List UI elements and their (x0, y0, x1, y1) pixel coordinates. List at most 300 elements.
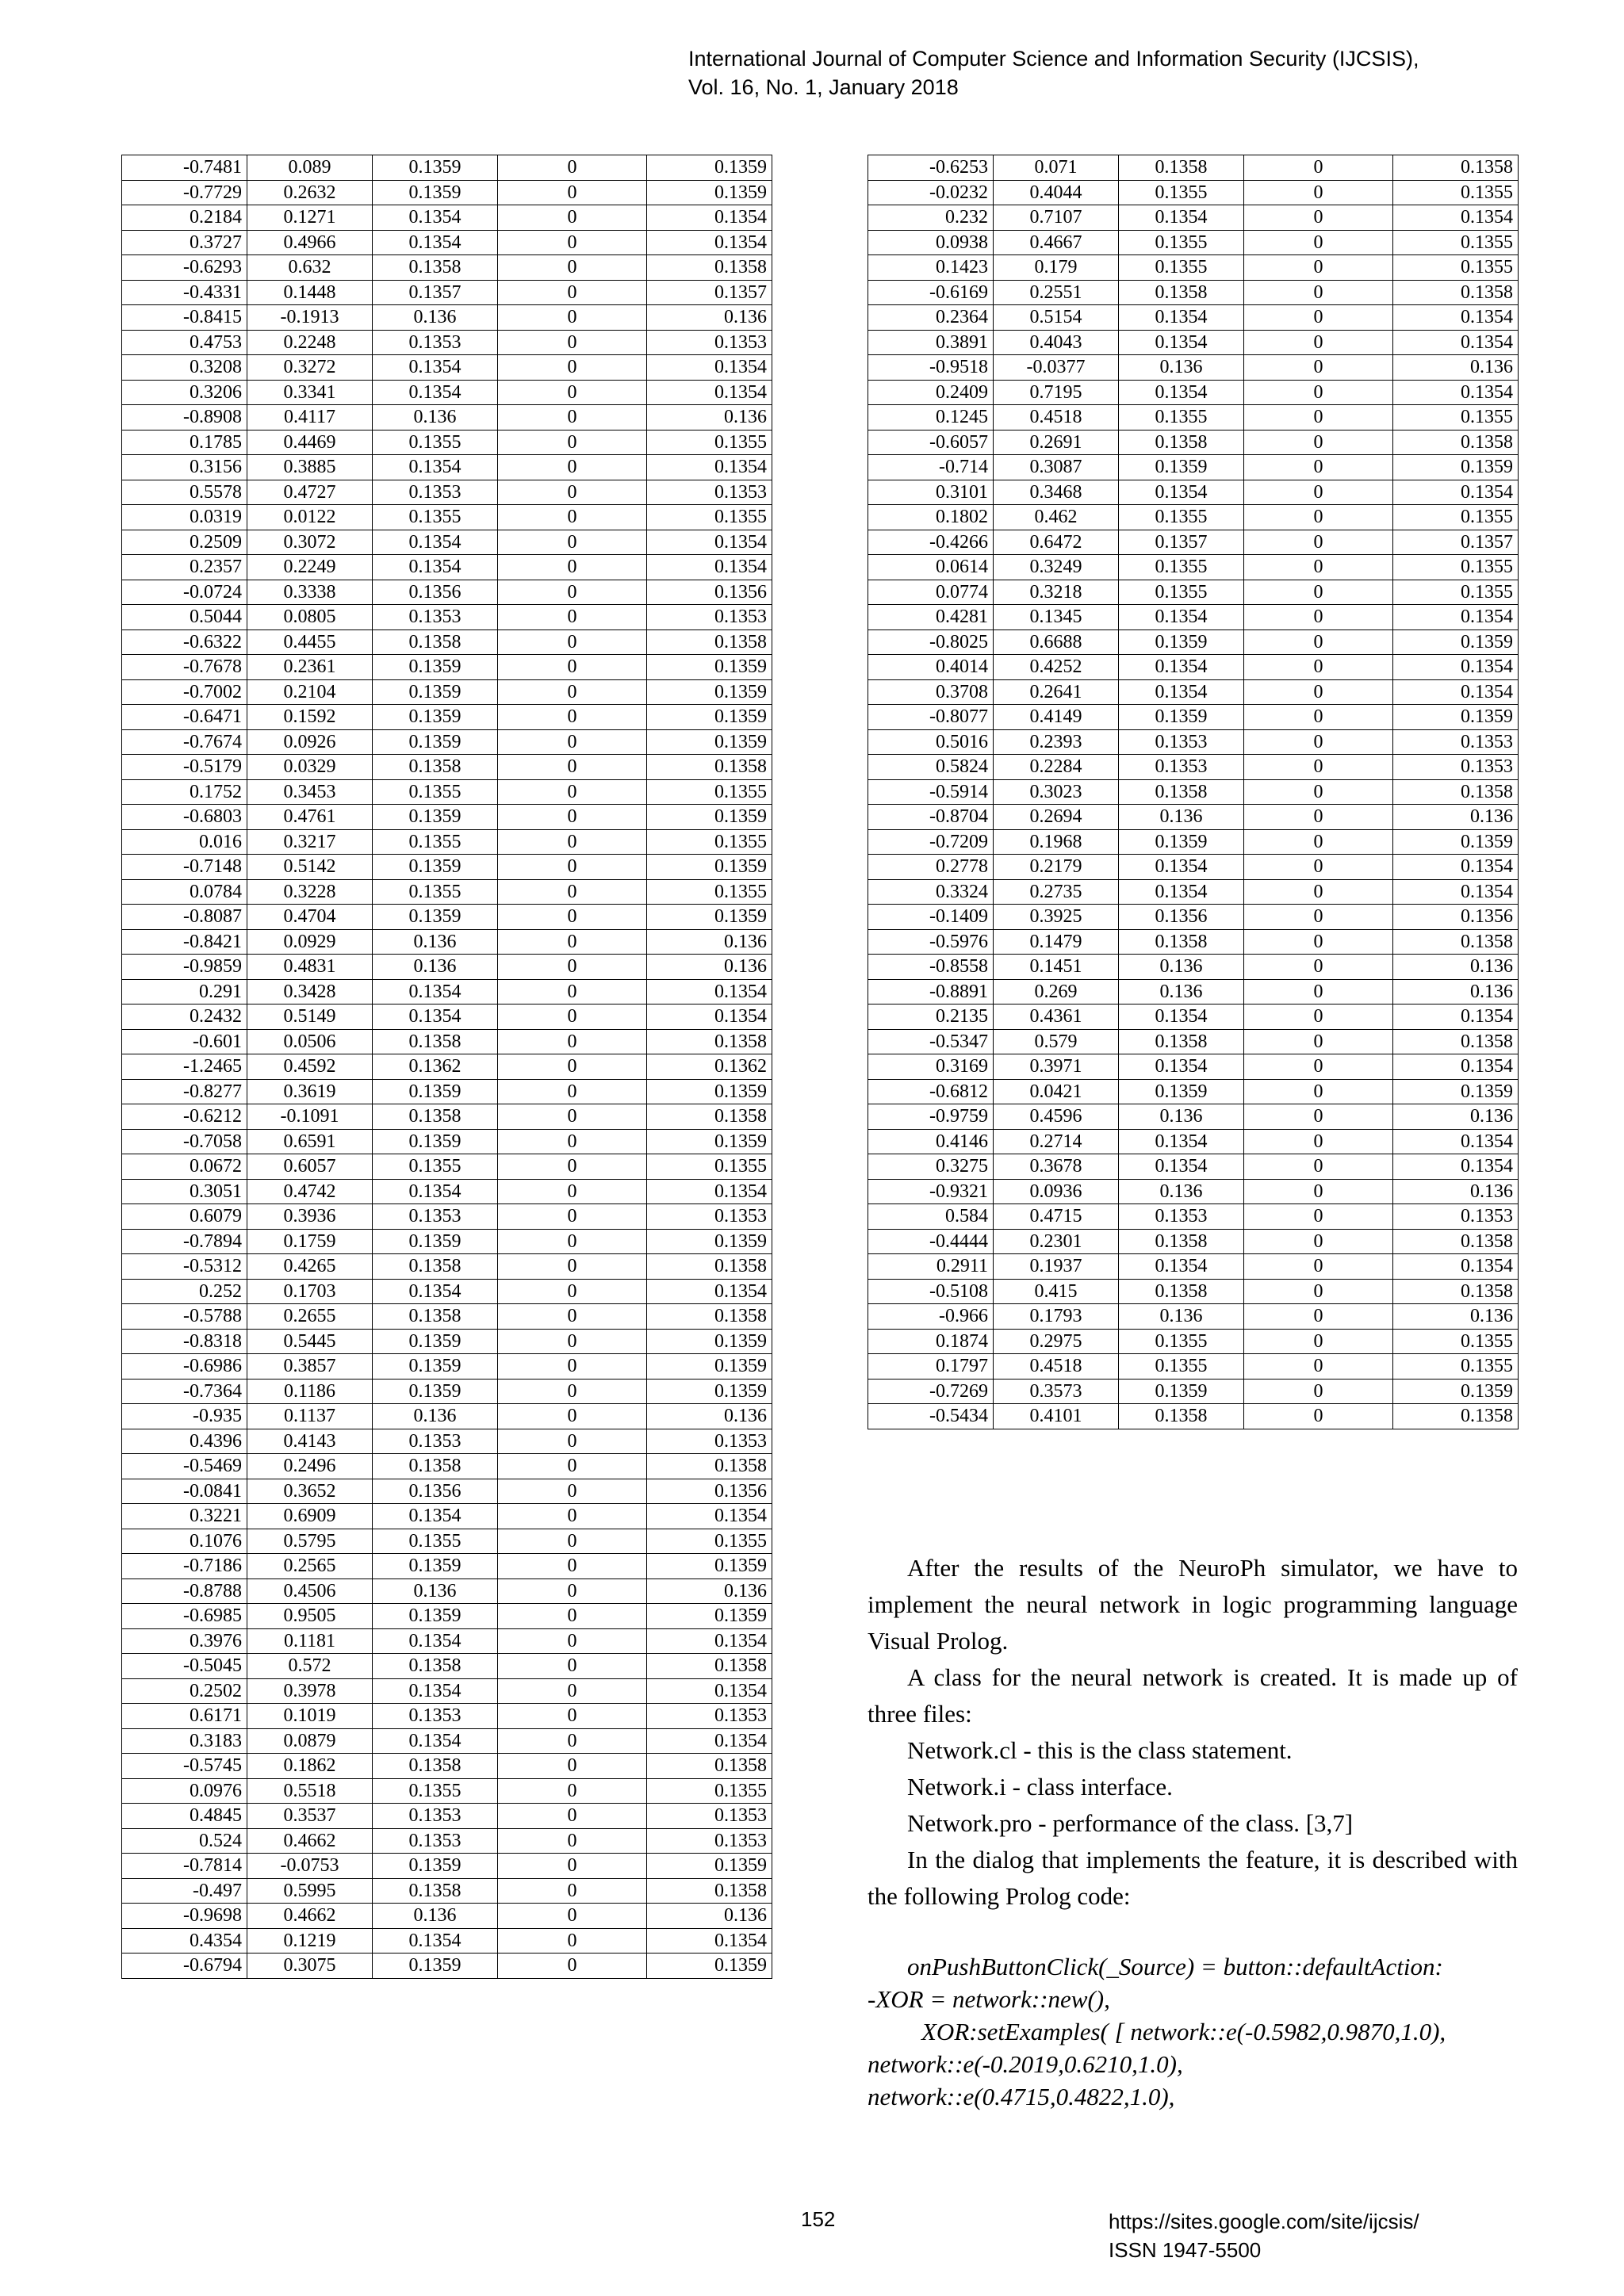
table-cell: 0.1356 (647, 1479, 772, 1504)
table-cell: 0.1358 (647, 1754, 772, 1779)
table-cell: 0.3652 (247, 1479, 373, 1504)
table-cell: 0 (498, 1254, 647, 1280)
table-row (868, 1254, 1519, 1280)
table-cell: 0.1354 (647, 1628, 772, 1654)
table-row (122, 629, 772, 655)
table-cell: 0.1358 (1119, 155, 1244, 181)
table-row (122, 755, 772, 780)
table-cell: 0 (1244, 305, 1393, 331)
table-cell: 0.1359 (647, 805, 772, 830)
table-cell: 0.2778 (868, 855, 994, 880)
table-cell: 0 (498, 280, 647, 305)
table-row (868, 255, 1519, 281)
table-cell: 0.4742 (247, 1179, 373, 1204)
table-cell: -0.5347 (868, 1029, 994, 1054)
table-row (122, 505, 772, 530)
table-row (122, 555, 772, 580)
table-cell: 0.1353 (647, 480, 772, 505)
table-cell: 0.2361 (247, 655, 373, 680)
data-table-right-body (868, 155, 1519, 1429)
table-cell: 0.232 (868, 205, 994, 231)
table-cell: 0.1355 (373, 779, 498, 805)
table-cell: 0.4518 (994, 405, 1119, 430)
table-cell: 0 (1244, 380, 1393, 405)
table-cell: -0.7894 (122, 1229, 247, 1254)
file-item-pro: Network.pro - performance of the class. [3,7] (907, 1809, 1354, 1837)
table-cell: 0.4396 (122, 1429, 247, 1454)
table-cell: -0.7148 (122, 855, 247, 880)
table-cell: 0 (1244, 1204, 1393, 1230)
table-cell: -0.7674 (122, 729, 247, 755)
table-cell: 0.136 (647, 1578, 772, 1604)
table-cell: 0.1353 (647, 1804, 772, 1829)
table-cell: -0.5745 (122, 1754, 247, 1779)
table-cell: 0.1353 (647, 1429, 772, 1454)
table-cell: 0 (1244, 655, 1393, 680)
table-cell: -0.497 (122, 1878, 247, 1904)
table-cell: 0.1358 (1393, 1229, 1519, 1254)
table-row (122, 1578, 772, 1604)
table-cell: 0.1219 (247, 1928, 373, 1954)
table-cell: 0.3075 (247, 1954, 373, 1979)
table-cell: 0.1359 (1393, 455, 1519, 480)
table-cell: 0.1353 (647, 1204, 772, 1230)
table-cell: 0.1354 (1393, 879, 1519, 905)
table-cell: 0.1359 (647, 180, 772, 205)
table-cell: 0.1355 (647, 505, 772, 530)
table-cell: 0.5149 (247, 1004, 373, 1030)
table-cell: 0.3272 (247, 355, 373, 381)
table-cell: 0.1354 (1393, 605, 1519, 630)
table-cell: 0.1354 (1119, 480, 1244, 505)
table-cell: 0.1359 (373, 855, 498, 880)
table-row (122, 729, 772, 755)
table-cell: 0.1354 (647, 1728, 772, 1754)
table-cell: 0.3976 (122, 1628, 247, 1654)
table-cell: 0.4506 (247, 1578, 373, 1604)
table-row (122, 1004, 772, 1030)
table-row (122, 405, 772, 430)
table-cell: 0.1354 (373, 205, 498, 231)
table-cell: 0.3978 (247, 1678, 373, 1704)
table-cell: -0.4444 (868, 1229, 994, 1254)
body-text (868, 1550, 1518, 1915)
table-cell: 0.6057 (247, 1154, 373, 1180)
table-cell: -0.6293 (122, 255, 247, 281)
table-cell: 0.1479 (994, 929, 1119, 955)
table-cell: 0.1359 (373, 1854, 498, 1879)
table-row (868, 1004, 1519, 1030)
table-cell: 0.1355 (373, 430, 498, 455)
table-cell: 0.2357 (122, 555, 247, 580)
table-cell: 0.1354 (647, 205, 772, 231)
table-row (868, 405, 1519, 430)
table-row (868, 905, 1519, 930)
table-cell: 0.462 (994, 505, 1119, 530)
table-cell: -0.5788 (122, 1304, 247, 1330)
table-row (122, 155, 772, 181)
table-row (122, 1079, 772, 1104)
table-cell: 0.6472 (994, 530, 1119, 555)
table-cell: -0.5045 (122, 1654, 247, 1679)
table-cell: 0.1359 (1119, 455, 1244, 480)
table-cell: 0.1451 (994, 955, 1119, 980)
table-cell: 0 (498, 1578, 647, 1604)
table-cell: 0.1358 (373, 1254, 498, 1280)
table-cell: 0.1354 (1119, 1054, 1244, 1080)
table-cell: 0.3708 (868, 679, 994, 705)
table-cell: 0 (1244, 1354, 1393, 1380)
table-cell: -0.6985 (122, 1604, 247, 1629)
table-cell: 0 (498, 979, 647, 1004)
table-cell: 0.1359 (647, 1229, 772, 1254)
table-cell: -0.8025 (868, 629, 994, 655)
table-cell: 0.1358 (1119, 779, 1244, 805)
table-cell: 0.136 (1119, 1104, 1244, 1130)
table-cell: 0.1359 (1393, 829, 1519, 855)
table-cell: 0 (1244, 779, 1393, 805)
table-cell: 0 (498, 1928, 647, 1954)
table-row (868, 305, 1519, 331)
table-cell: 0.4101 (994, 1404, 1119, 1429)
table-cell: 0.4596 (994, 1104, 1119, 1130)
table-cell: 0.7195 (994, 380, 1119, 405)
table-cell: 0.0938 (868, 230, 994, 255)
table-cell: 0.1353 (373, 330, 498, 355)
journal-header (688, 44, 1419, 101)
table-cell: 0 (498, 879, 647, 905)
table-cell: 0 (498, 1429, 647, 1454)
table-cell: 0.1358 (1393, 929, 1519, 955)
table-cell: 0.1353 (1393, 729, 1519, 755)
table-cell: 0.1354 (647, 355, 772, 381)
table-cell: 0.2551 (994, 280, 1119, 305)
table-cell: 0.1354 (1119, 1254, 1244, 1280)
table-cell: 0.1354 (373, 1004, 498, 1030)
table-cell: 0.3619 (247, 1079, 373, 1104)
table-cell: 0.4455 (247, 629, 373, 655)
table-row (122, 829, 772, 855)
table-cell: 0.1356 (1119, 905, 1244, 930)
table-row (868, 530, 1519, 555)
table-cell: 0.1356 (1393, 905, 1519, 930)
table-cell: 0 (498, 905, 647, 930)
table-row (868, 629, 1519, 655)
table-cell: 0.1354 (1393, 655, 1519, 680)
table-cell: 0.2632 (247, 180, 373, 205)
code-line: XOR:setExamples( [ network::e(-0.5982,0.9870,1.0), (921, 2018, 1446, 2045)
table-cell: 0.5578 (122, 480, 247, 505)
table-row (122, 1628, 772, 1654)
table-cell: 0.1359 (373, 729, 498, 755)
table-cell: 0.1359 (373, 1129, 498, 1154)
table-row (868, 955, 1519, 980)
table-cell: 0.1354 (1393, 1129, 1519, 1154)
table-cell: 0.1271 (247, 205, 373, 231)
table-row (122, 879, 772, 905)
table-cell: 0.1354 (1119, 330, 1244, 355)
table-cell: 0.1353 (373, 1804, 498, 1829)
table-cell: -0.7186 (122, 1554, 247, 1579)
table-cell: 0 (1244, 929, 1393, 955)
table-row (868, 180, 1519, 205)
table-cell: 0.1354 (647, 555, 772, 580)
table-cell: 0.1353 (647, 1828, 772, 1854)
table-row (122, 1404, 772, 1429)
table-row (122, 1504, 772, 1529)
table-cell: -0.1913 (247, 305, 373, 331)
table-cell: 0 (498, 530, 647, 555)
table-cell: 0 (498, 1704, 647, 1729)
table-cell: 0.3169 (868, 1054, 994, 1080)
table-row (122, 929, 772, 955)
table-cell: 0.1353 (373, 605, 498, 630)
table-cell: 0.3338 (247, 580, 373, 605)
table-cell: -0.1409 (868, 905, 994, 930)
table-cell: 0.524 (122, 1828, 247, 1854)
table-cell: 0.3453 (247, 779, 373, 805)
table-cell: -0.9859 (122, 955, 247, 980)
table-cell: 0 (1244, 605, 1393, 630)
table-cell: 0.1359 (647, 1329, 772, 1354)
table-cell: 0.1354 (1119, 305, 1244, 331)
journal-title: International Journal of Computer Science and Information Security (IJCSIS), (688, 47, 1419, 71)
file-item-cl: Network.cl - this is the class statement. (907, 1736, 1293, 1764)
table-cell: 0.0805 (247, 605, 373, 630)
table-row (122, 955, 772, 980)
table-cell: 0 (498, 655, 647, 680)
table-cell: 0.1359 (373, 180, 498, 205)
table-cell: 0.1355 (647, 879, 772, 905)
table-cell: 0 (498, 1054, 647, 1080)
table-cell: 0.1355 (373, 1529, 498, 1554)
table-row (868, 1279, 1519, 1304)
table-cell: 0 (1244, 430, 1393, 455)
table-row (868, 555, 1519, 580)
table-row (868, 1229, 1519, 1254)
table-cell: 0 (498, 1529, 647, 1554)
table-cell: 0.1359 (1393, 1079, 1519, 1104)
table-cell: 0.1354 (1393, 1004, 1519, 1030)
table-cell: 0 (1244, 1379, 1393, 1404)
table-cell: 0.136 (1393, 355, 1519, 381)
table-cell: 0.1354 (647, 1928, 772, 1954)
table-row (122, 1828, 772, 1854)
table-cell: 0.1862 (247, 1754, 373, 1779)
prolog-code-block (868, 1950, 1534, 2113)
table-cell: 0.1358 (1119, 929, 1244, 955)
table-cell: 0.1359 (1393, 629, 1519, 655)
table-cell: 0.1358 (647, 629, 772, 655)
table-cell: 0.1355 (1119, 580, 1244, 605)
table-cell: 0.1592 (247, 705, 373, 730)
table-cell: 0.0122 (247, 505, 373, 530)
table-cell: 0.136 (373, 1578, 498, 1604)
table-cell: 0 (1244, 205, 1393, 231)
table-cell: 0.1355 (1393, 180, 1519, 205)
table-row (122, 255, 772, 281)
table-cell: 0.1355 (1119, 405, 1244, 430)
table-cell: 0 (1244, 230, 1393, 255)
table-cell: 0 (1244, 1304, 1393, 1330)
table-cell: 0 (1244, 629, 1393, 655)
table-row (868, 1054, 1519, 1080)
table-cell: 0.1874 (868, 1329, 994, 1354)
table-cell: 0 (498, 1454, 647, 1479)
table-cell: 0 (1244, 1004, 1393, 1030)
table-cell: 0.4014 (868, 655, 994, 680)
table-row (868, 355, 1519, 381)
table-cell: -0.8788 (122, 1578, 247, 1604)
table-cell: -0.0232 (868, 180, 994, 205)
table-cell: 0.2655 (247, 1304, 373, 1330)
table-cell: 0.1355 (1119, 1329, 1244, 1354)
table-cell: 0.2409 (868, 380, 994, 405)
table-cell: 0.2364 (868, 305, 994, 331)
table-cell: 0 (498, 1628, 647, 1654)
code-line: -XOR = network::new(), (868, 1985, 1110, 2013)
table-cell: 0.6171 (122, 1704, 247, 1729)
table-cell: -0.5312 (122, 1254, 247, 1280)
table-cell: 0.4518 (994, 1354, 1119, 1380)
table-row (868, 729, 1519, 755)
table-cell: 0.1354 (1393, 305, 1519, 331)
table-cell: 0.1354 (1393, 855, 1519, 880)
table-row (122, 1179, 772, 1204)
table-cell: 0.6909 (247, 1504, 373, 1529)
table-cell: 0.1797 (868, 1354, 994, 1380)
table-row (122, 655, 772, 680)
table-cell: 0.4117 (247, 405, 373, 430)
table-cell: 0.1359 (373, 1329, 498, 1354)
table-cell: 0 (498, 1204, 647, 1230)
table-cell: 0.1359 (647, 1954, 772, 1979)
table-cell: 0.1354 (647, 380, 772, 405)
table-cell: 0.3087 (994, 455, 1119, 480)
table-row (122, 205, 772, 231)
table-cell: 0.1354 (1119, 855, 1244, 880)
table-cell: 0.584 (868, 1204, 994, 1230)
table-cell: 0.1354 (373, 1678, 498, 1704)
table-cell: 0.1358 (647, 1454, 772, 1479)
table-cell: 0 (498, 705, 647, 730)
table-cell: 0.1355 (1393, 230, 1519, 255)
table-row (122, 1754, 772, 1779)
table-cell: 0.2284 (994, 755, 1119, 780)
table-row (122, 180, 772, 205)
table-cell: 0.2393 (994, 729, 1119, 755)
table-cell: -0.8421 (122, 929, 247, 955)
table-cell: 0.2911 (868, 1254, 994, 1280)
table-cell: 0.1354 (373, 380, 498, 405)
table-cell: 0.136 (647, 1404, 772, 1429)
table-cell: 0.2509 (122, 530, 247, 555)
table-cell: -0.4331 (122, 280, 247, 305)
table-row (122, 1554, 772, 1579)
table-row (122, 430, 772, 455)
table-cell: 0.1354 (373, 230, 498, 255)
table-cell: 0.1358 (373, 629, 498, 655)
table-row (122, 1104, 772, 1130)
table-cell: 0.1354 (373, 979, 498, 1004)
table-cell: -0.935 (122, 1404, 247, 1429)
table-cell: -0.7269 (868, 1379, 994, 1404)
table-row (122, 1154, 772, 1180)
table-cell: 0 (498, 1904, 647, 1929)
table-row (122, 580, 772, 605)
table-row (122, 1704, 772, 1729)
table-row (122, 280, 772, 305)
table-cell: 0.1355 (1393, 555, 1519, 580)
table-cell: 0.1354 (647, 1179, 772, 1204)
data-table-left (121, 155, 772, 1979)
table-cell: 0.1354 (647, 1504, 772, 1529)
table-cell: 0.136 (647, 405, 772, 430)
table-cell: 0.4146 (868, 1129, 994, 1154)
table-cell: 0.6591 (247, 1129, 373, 1154)
table-row (868, 1379, 1519, 1404)
table-cell: 0.1358 (373, 1104, 498, 1130)
table-cell: 0.1354 (373, 555, 498, 580)
table-cell: 0.136 (373, 1404, 498, 1429)
table-row (868, 580, 1519, 605)
table-cell: 0 (498, 1079, 647, 1104)
table-cell: 0.1354 (1393, 480, 1519, 505)
table-row (122, 1354, 772, 1380)
table-cell: -0.7729 (122, 180, 247, 205)
table-cell: 0.1353 (1119, 1204, 1244, 1230)
table-cell: 0.3217 (247, 829, 373, 855)
table-cell: 0.136 (1119, 1304, 1244, 1330)
table-row (868, 1079, 1519, 1104)
table-cell: -0.5469 (122, 1454, 247, 1479)
table-cell: 0.1358 (1119, 1404, 1244, 1429)
table-cell: 0 (498, 1129, 647, 1154)
table-cell: 0.2104 (247, 679, 373, 705)
table-cell: 0.1448 (247, 280, 373, 305)
table-cell: 0.136 (1393, 1104, 1519, 1130)
table-cell: 0.1355 (373, 879, 498, 905)
table-cell: 0.572 (247, 1654, 373, 1679)
table-cell: 0.1358 (1393, 1404, 1519, 1429)
table-cell: 0.2432 (122, 1004, 247, 1030)
paragraph-class: A class for the neural network is created. It is made up of three files: (868, 1663, 1518, 1728)
table-cell: 0.4043 (994, 330, 1119, 355)
table-cell: 0.3206 (122, 380, 247, 405)
table-cell: 0.2714 (994, 1129, 1119, 1154)
table-row (868, 755, 1519, 780)
table-cell: 0 (1244, 805, 1393, 830)
table-cell: 0.1358 (647, 1878, 772, 1904)
table-cell: 0 (1244, 1029, 1393, 1054)
table-cell: 0.1355 (1119, 505, 1244, 530)
table-cell: 0.1355 (1393, 580, 1519, 605)
table-cell: 0.1354 (1119, 679, 1244, 705)
table-cell: 0.5795 (247, 1529, 373, 1554)
table-cell: 0.1355 (647, 829, 772, 855)
table-cell: 0.3072 (247, 530, 373, 555)
table-cell: 0.1356 (373, 580, 498, 605)
table-cell: 0 (498, 1504, 647, 1529)
table-cell: -0.7002 (122, 679, 247, 705)
table-cell: 0 (498, 330, 647, 355)
table-cell: 0.1354 (647, 455, 772, 480)
table-cell: 0.1785 (122, 430, 247, 455)
table-cell: 0.1358 (647, 255, 772, 281)
table-cell: 0.1355 (1393, 505, 1519, 530)
table-cell: 0.1355 (1119, 255, 1244, 281)
table-cell: 0.2248 (247, 330, 373, 355)
